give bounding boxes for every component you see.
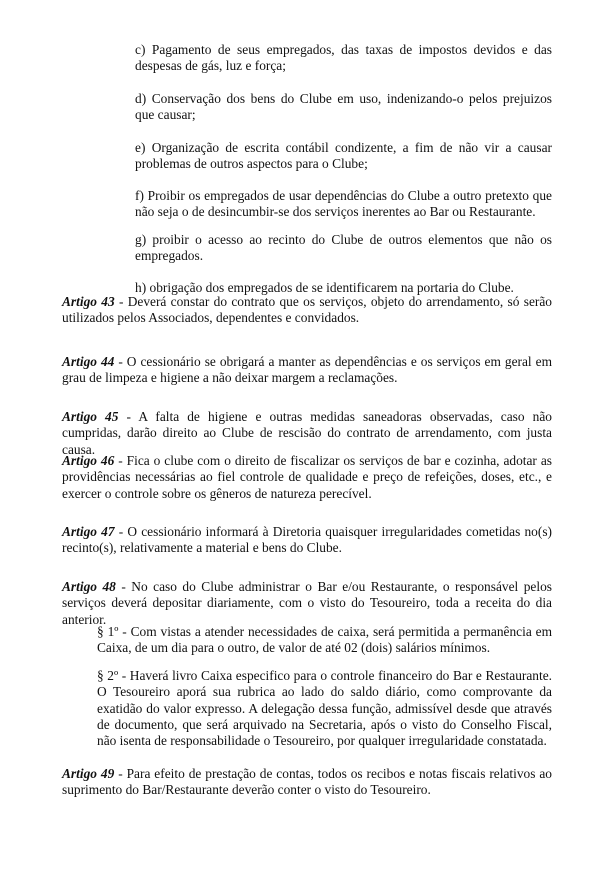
list-item-g	[135, 232, 552, 265]
list-item-e	[135, 140, 552, 173]
article-text: - Fica o clube com o direito de fiscalizar os serviços de bar e cozinha, adotar as providências necessárias ao fiel controle de qualidade e preço de refeições, doses, etc., e exercer o controle sobre os gêneros de natureza perecível.	[62, 453, 552, 501]
article-44	[62, 354, 552, 387]
paragraph-text: § 2º - Haverá livro Caixa especifico para o controle financeiro do Bar e Restaurante. O Tesoureiro aporá sua rubrica ao lado do saldo diário, como comprovante da exatidão do valor expresso. A delegação dessa função, admissível desde que através de documento, que será arquivado na Secretaria, após o visto do Conselho Fiscal, não isenta de responsabilidade o Tesoureiro, por qualquer irregularidade constatada.	[97, 668, 552, 749]
list-item-text: f) Proibir os empregados de usar dependências do Clube a outro pretexto que não seja o de desincumbir-se dos serviços inerentes ao Bar ou Restaurante.	[135, 188, 552, 220]
article-label: Artigo 45	[62, 409, 119, 424]
list-item-text: e) Organização de escrita contábil condizente, a fim de não vir a causar problemas de outros aspectos para o Clube;	[135, 140, 552, 172]
article-label: Artigo 47	[62, 524, 115, 539]
article-label: Artigo 44	[62, 354, 115, 369]
article-48	[62, 579, 552, 628]
article-label: Artigo 49	[62, 766, 115, 781]
list-item-text: h) obrigação dos empregados de se identificarem na portaria do Clube.	[135, 280, 514, 295]
article-text: - Para efeito de prestação de contas, todos os recibos e notas fiscais relativos ao suprimento do Bar/Restaurante deverão conter o visto do Tesoureiro.	[62, 766, 552, 798]
paragraph-1	[97, 624, 552, 657]
article-43	[62, 294, 552, 327]
article-47	[62, 524, 552, 557]
article-label: Artigo 43	[62, 294, 115, 309]
article-45	[62, 409, 552, 458]
article-text: - A falta de higiene e outras medidas saneadoras observadas, caso não cumpridas, darão direito ao Clube de rescisão do contrato de arrendamento, com justa causa.	[62, 409, 552, 457]
paragraph-text: § 1º - Com vistas a atender necessidades de caixa, será permitida a permanência em Caixa, de um dia para o outro, de valor de até 02 (dois) salários mínimos.	[97, 624, 552, 656]
article-text: - O cessionário informará à Diretoria quaisquer irregularidades cometidas no(s) recinto(s), relativamente a material e bens do Clube.	[62, 524, 552, 556]
article-text: - Deverá constar do contrato que os serviços, objeto do arrendamento, só serão utilizados pelos Associados, dependentes e convidados.	[62, 294, 552, 326]
article-label: Artigo 46	[62, 453, 115, 468]
list-item-text: g) proibir o acesso ao recinto do Clube de outros elementos que não os empregados.	[135, 232, 552, 264]
list-item-c	[135, 42, 552, 75]
list-item-text: c) Pagamento de seus empregados, das taxas de impostos devidos e das despesas de gás, luz e força;	[135, 42, 552, 74]
article-text: - No caso do Clube administrar o Bar e/ou Restaurante, o responsável pelos serviços deverá depositar diariamente, com o visto do Tesoureiro, toda a receita do dia anterior.	[62, 579, 552, 627]
list-item-text: d) Conservação dos bens do Clube em uso, indenizando-o pelos prejuizos que causar;	[135, 91, 552, 123]
article-label: Artigo 48	[62, 579, 116, 594]
article-49	[62, 766, 552, 799]
article-text: - O cessionário se obrigará a manter as dependências e os serviços em geral em grau de limpeza e higiene a não deixar margem a reclamações.	[62, 354, 552, 386]
article-46	[62, 453, 552, 502]
list-item-f	[135, 188, 552, 221]
paragraph-2	[97, 668, 552, 749]
list-item-d	[135, 91, 552, 124]
